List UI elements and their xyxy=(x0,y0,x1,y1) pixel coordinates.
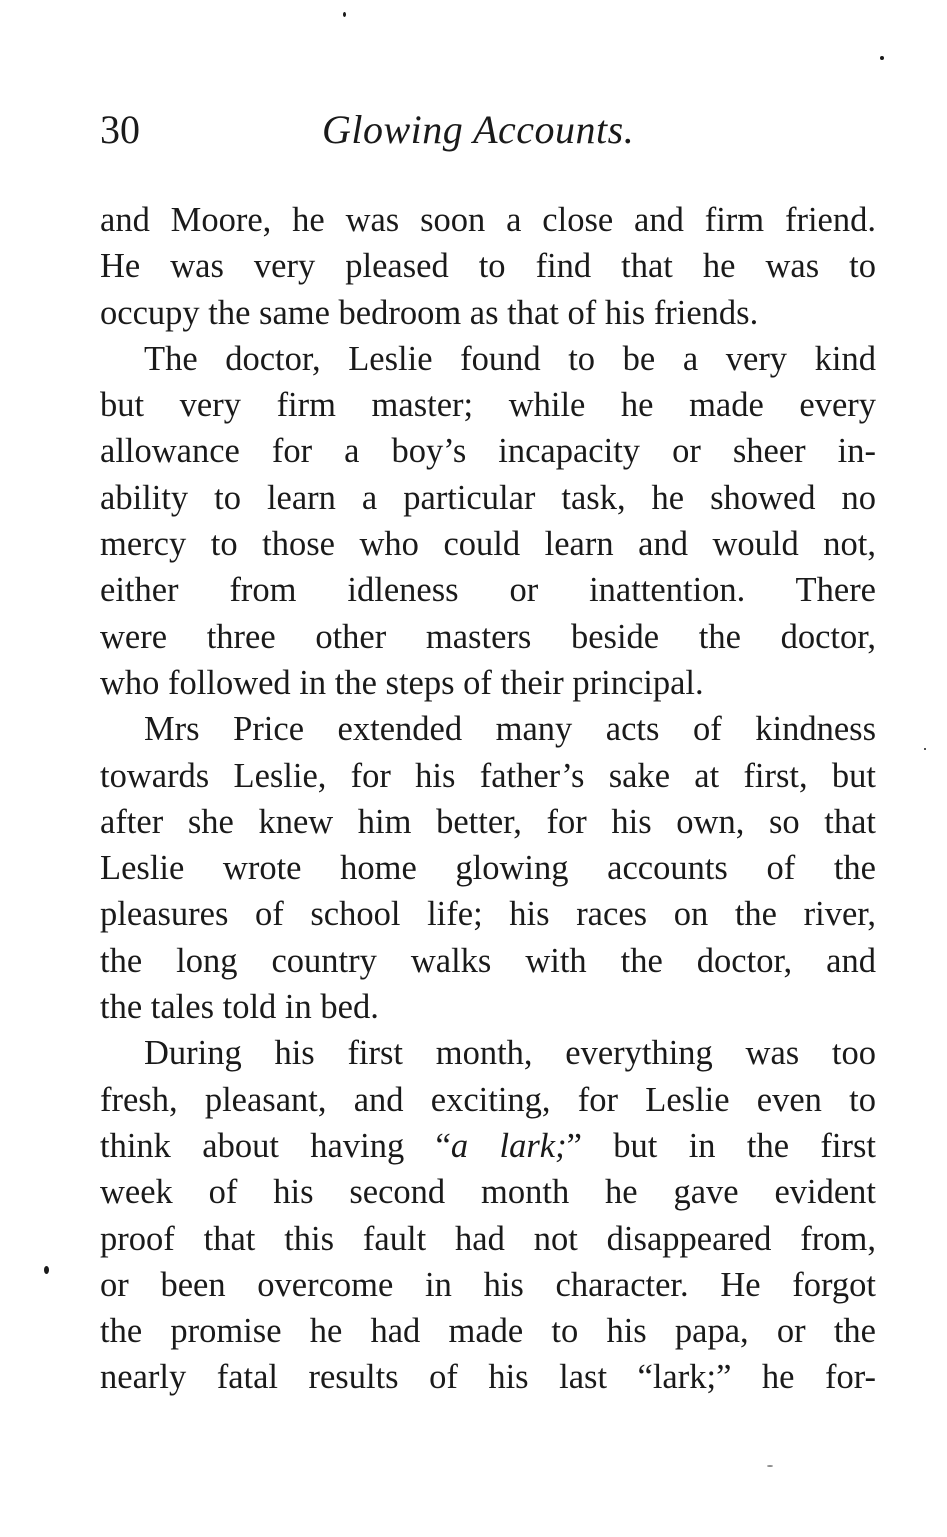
text-line: Leslie wrote home glowing accounts of the xyxy=(100,849,876,888)
text-line: who followed in the steps of their principal. xyxy=(100,663,704,702)
body-text xyxy=(100,197,876,1401)
text-line: the promise he had made to his papa, or the xyxy=(100,1312,876,1351)
ink-speck xyxy=(924,748,926,750)
text-line: proof that this fault had not disappeared from, xyxy=(100,1219,876,1258)
text-line: after she knew him better, for his own, so that xyxy=(100,802,876,841)
text-line: fresh, pleasant, and exciting, for Leslie even to xyxy=(100,1080,876,1119)
text-line: ability to learn a particular task, he showed no xyxy=(100,478,876,517)
text-line: Mrs Price extended many acts of kindness xyxy=(144,710,876,749)
text-line: During his first month, everything was too xyxy=(144,1034,876,1073)
text-line xyxy=(100,1123,876,1169)
text-segment: think about having “ xyxy=(100,1126,451,1165)
text-line: but very firm master; while he made every xyxy=(100,386,876,425)
text-line: either from idleness or inattention. There xyxy=(100,571,876,610)
text-line: and Moore, he was soon a close and firm friend. xyxy=(100,201,876,239)
running-title: Glowing Accounts. xyxy=(322,107,635,152)
text-line: towards Leslie, for his father’s sake at first, but xyxy=(100,756,876,795)
text-line: The doctor, Leslie found to be a very kind xyxy=(144,339,876,378)
italic-phrase: a lark; xyxy=(450,1126,567,1165)
text-line: or been overcome in his character. He forgot xyxy=(100,1265,876,1304)
ink-speck xyxy=(44,1266,49,1274)
ink-speck xyxy=(767,1465,773,1467)
page-number: 30 xyxy=(100,107,140,152)
text-line: were three other masters beside the doctor, xyxy=(100,617,876,656)
text-line: pleasures of school life; his races on the river, xyxy=(100,895,876,934)
text-line: week of his second month he gave evident xyxy=(100,1173,876,1212)
page-header xyxy=(100,100,880,160)
ink-speck xyxy=(343,12,346,17)
text-line: occupy the same bedroom as that of his friends. xyxy=(100,293,759,332)
text-line: allowance for a boy’s incapacity or sheer in- xyxy=(100,432,876,471)
ink-speck xyxy=(880,56,884,60)
text-line: the tales told in bed. xyxy=(100,988,379,1027)
text-segment: ” but in the first xyxy=(566,1126,876,1165)
text-line: the long country walks with the doctor, and xyxy=(100,941,876,980)
text-line: He was very pleased to find that he was to xyxy=(100,247,876,286)
text-line: nearly fatal results of his last “lark;” he for- xyxy=(100,1358,876,1397)
text-line: mercy to those who could learn and would not, xyxy=(100,525,876,564)
